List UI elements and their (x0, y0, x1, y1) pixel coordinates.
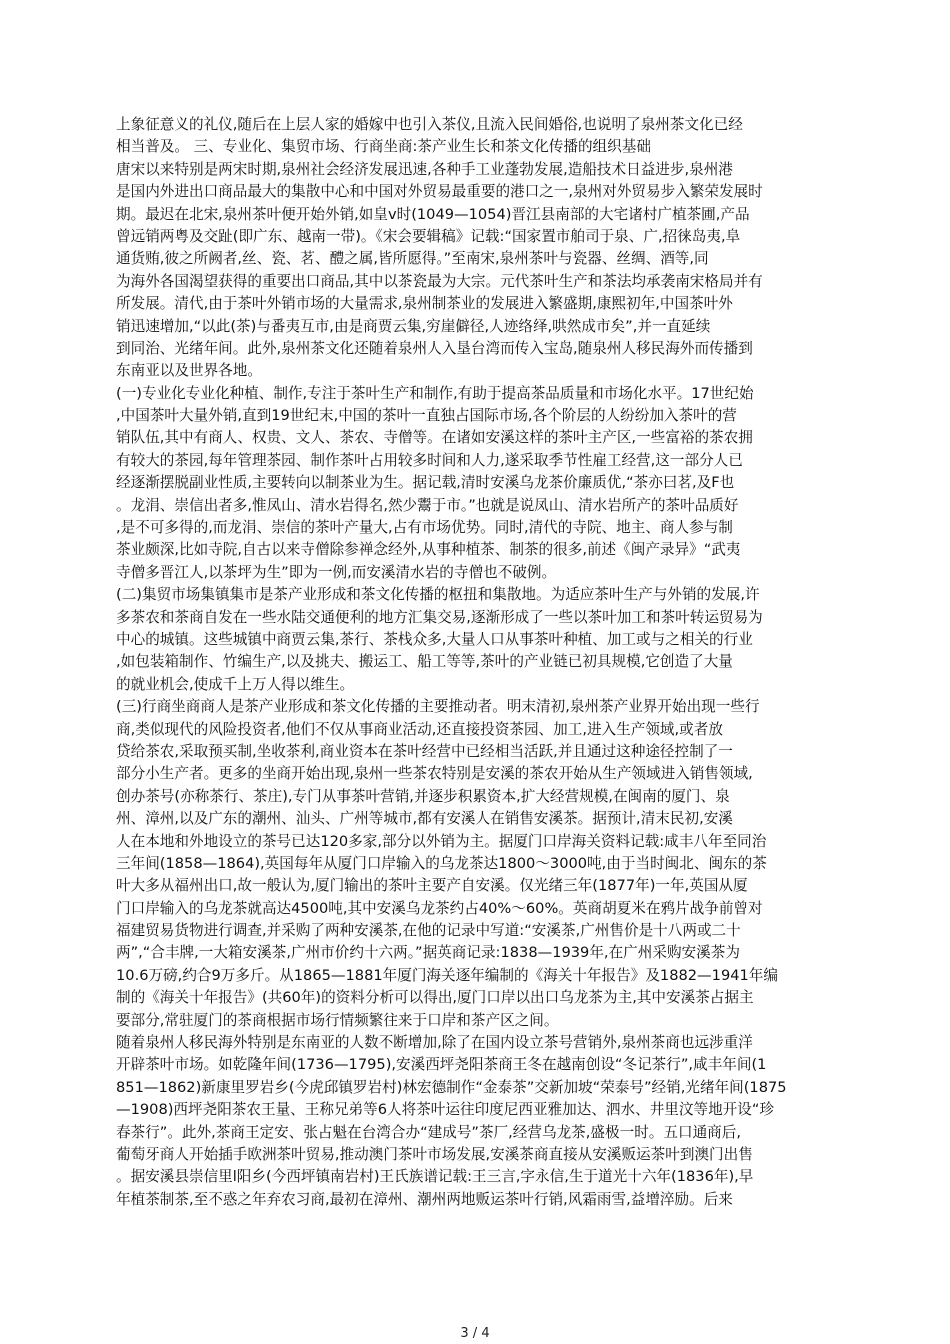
text-line: 贷给茶农,采取预买制,坐收茶利,商业资本在茶叶经营中已经相当活跃,并且通过这种途径控制了一 (116, 742, 733, 760)
text-line: 春茶行”。此外,茶商王定安、张占魁在台湾合办“建成号”茶厂,经营乌龙茶,盛极一时。五口通商后, (116, 1123, 741, 1141)
text-line: 人在本地和外地设立的茶号已达120多家,部分以外销为主。据厦门口岸海关资料记载:咸丰八年至同治 (116, 832, 767, 850)
text-line: ,如包装箱制作、竹编生产,以及挑夫、搬运工、船工等等,茶叶的产业链已初具规模,它创造了大量 (116, 653, 733, 671)
text-line: 多茶农和茶商自发在一些水陆交通便利的地方汇集交易,逐渐形成了一些以茶叶加工和茶叶转运贸易为 (116, 608, 763, 626)
text-line: (一)专业化专业化种植、制作,专注于茶叶生产和制作,有助于提高茶品质量和市场化水平。17世纪始 (116, 384, 754, 402)
text-line: 。龙涓、崇信出者多,惟凤山、清水岩得名,然少鬻于市。”也就是说凤山、清水岩所产的茶叶品质好 (116, 496, 739, 514)
text-line: ,是不可多得的,而龙涓、崇信的茶叶产量大,占有市场优势。同时,清代的寺院、地主、商人参与制 (116, 519, 733, 537)
text-line: 销队伍,其中有商人、权贵、文人、茶农、寺僧等。在诸如安溪这样的茶叶主产区,一些富裕的茶农拥 (116, 429, 753, 447)
page-number: 3 / 4 (460, 1326, 490, 1341)
text-line: 随着泉州人移民海外特别是东南亚的人数不断增加,除了在国内设立茶号营销外,泉州茶商也远涉重洋 (116, 1034, 753, 1052)
text-line: 10.6万磅,约合9万多斤。从1865—1881年厦门海关逐年编制的《海关十年报告》及1882—1941年编 (116, 966, 778, 984)
text-line: 叶大多从福州出口,故一般认为,厦门输出的茶叶主要产自安溪。仅光绪三年(1877年)一年,英国从厦 (116, 877, 748, 895)
text-line: 门口岸输入的乌龙茶就高达4500吨,其中安溪乌龙茶约占40%～60%。英商胡夏米在鸦片战争前曾对 (116, 899, 763, 917)
text-line: 期。最迟在北宋,泉州茶叶便开始外销,如皇v时(1049—1054)晋江县南部的大宅诸村广植茶圃,产品 (116, 205, 750, 223)
text-line: 上象征意义的礼仪,随后在上层人家的婚嫁中也引入茶仪,且流入民间婚俗,也说明了泉州茶文化已经 (116, 116, 743, 133)
text-line (116, 1211, 836, 1233)
text-line: (三)行商坐商商人是茶产业形成和茶文化传播的主要推动者。明末清初,泉州茶产业界开始出现一些行 (116, 698, 760, 716)
text-line: 。据安溪县崇信里l阳乡(今西坪镇南岩村)王氏族谱记载:王三言,字永信,生于道光十六年(1836年),早 (116, 1168, 754, 1186)
text-line: 有较大的茶园,每年管理茶园、制作茶叶占用较多时间和人力,遂采取季节性雇工经营,这一部分人已 (116, 451, 743, 469)
text-line: 相当普及。 三、专业化、集贸市场、行商坐商:茶产业生长和茶文化传播的组织基础 (116, 138, 651, 156)
text-line: 年植茶制茶,至不惑之年弃农习商,最初在漳州、潮州两地贩运茶叶行销,风霜雨雪,益增淬励。后来 (116, 1190, 733, 1208)
text-line: 要部分,常驻厦门的茶商根据市场行情频繁往来于口岸和茶产区之间。 (116, 1011, 559, 1029)
text-line: 东南亚以及世界各地。 (116, 362, 262, 380)
text-line: 制的《海关十年报告》(共60年)的资料分析可以得出,厦门口岸以出口乌龙茶为主,其中安溪茶占据主 (116, 989, 754, 1007)
text-line: 开辟茶叶市场。如乾隆年间(1736—1795),安溪西坪尧阳茶商王冬在越南创设“冬记茶行”,咸丰年间(1 (116, 1056, 767, 1074)
text-line: 经逐渐摆脱副业性质,主要转向以制茶业为生。据记载,清时安溪乌龙茶价廉质优,“茶亦曰茗,及F也 (116, 474, 735, 492)
text-line: 曾远销两粤及交趾(即广东、越南一带)。《宋会要辑稿》记载:“国家置市舶司于泉、广,招徕岛夷,阜 (116, 227, 741, 245)
text-line: 是国内外进出口商品最大的集散中心和中国对外贸易最重要的港口之一,泉州对外贸易步入繁荣发展时 (116, 183, 763, 201)
text-line: 通货贿,彼之所阙者,丝、瓷、茗、醴之属,皆所愿得。”至南宋,泉州茶叶与瓷器、丝绸、酒等,同 (116, 250, 709, 268)
text-line: 寺僧多晋江人,以茶坪为生”即为一例,而安溪清水岩的寺僧也不破例。 (116, 563, 557, 581)
text-line: 到同治、光绪年间。此外,泉州茶文化还随着泉州人入垦台湾而传入宝岛,随泉州人移民海外而传播到 (116, 339, 753, 357)
document-body (116, 114, 836, 1234)
text-line: ,中国茶叶大量外销,直到19世纪末,中国的茶叶一直独占国际市场,各个阶层的人纷纷加入茶叶的营 (116, 407, 737, 425)
text-line: 州、漳州,以及广东的潮州、汕头、广州等城市,都有安溪人在销售安溪茶。据预计,清末民初,安溪 (116, 810, 733, 828)
text-line: 为海外各国渴望获得的重要出口商品,其中以茶瓷最为大宗。元代茶叶生产和茶法均承袭南宋格局并有 (116, 272, 763, 290)
text-line: 851—1862)新康里罗岩乡(今虎邱镇罗岩村)林宏德制作“金泰茶”交新加坡“荣泰号”经销,光绪年间(1875 (116, 1078, 787, 1096)
text-line: 中心的城镇。这些城镇中商贾云集,茶行、茶栈众多,大量人口从事茶叶种植、加工或与之相关的行业 (116, 630, 753, 648)
text-line: 销迅速增加,“以此(茶)与番夷互市,由是商贾云集,穷崖僻径,人迹络绎,哄然成市矣”,并一直延续 (116, 317, 711, 335)
text-line: 所发展。清代,由于茶叶外销市场的大量需求,泉州制茶业的发展进入繁盛期,康熙初年,中国茶叶外 (116, 295, 733, 313)
text-line: 的就业机会,使成千上万人得以维生。 (116, 675, 355, 693)
text-line: 两”,“合丰牌,一大箱安溪茶,广州市价约十六两。”据英商记录:1838—1939年,在广州采购安溪茶为 (116, 944, 740, 962)
text-line: 部分小生产者。更多的坐商开始出现,泉州一些茶农特别是安溪的茶农开始从生产领域进入销售领域, (116, 765, 753, 783)
text-line: 福建贸易货物进行调查,并采购了两种安溪茶,在他的记录中写道:“安溪茶,广州售价是十八两或二十 (116, 922, 741, 940)
text-line: 商,类似现代的风险投资者,他们不仅从事商业活动,还直接投资茶园、加工,进入生产领域,或者放 (116, 720, 723, 738)
text-line: 创办茶号(亦称茶行、茶庄),专门从事茶叶营销,并逐步积累资本,扩大经营规模,在闽南的厦门、泉 (116, 787, 730, 805)
text-line: 葡萄牙商人开始插手欧洲茶叶贸易,推动澳门茶叶市场发展,安溪茶商直接从安溪贩运茶叶到澳门出售 (116, 1145, 753, 1163)
text-line: (二)集贸市场集镇集市是茶产业形成和茶文化传播的枢扭和集散地。为适应茶叶生产与外销的发展,许 (116, 586, 760, 604)
text-line: 唐宋以来特别是两宋时期,泉州社会经济发展迅速,各种手工业蓬勃发展,造船技术日益进步,泉州港 (116, 160, 733, 178)
text-line: 三年间(1858—1864),英国每年从厦门口岸输入的乌龙茶达1800～3000吨,由于当时闽北、闽东的茶 (116, 854, 767, 872)
text-line: —1908)西坪尧阳茶农王量、王称兄弟等6人将茶叶运往印度尼西亚雅加达、泗水、井里汶等地开设“珍 (116, 1101, 775, 1119)
text-line: 茶业颇深,比如寺院,自古以来寺僧除参禅念经外,从事种植茶、制茶的很多,前述《闽产录异》“武夷 (116, 541, 741, 559)
